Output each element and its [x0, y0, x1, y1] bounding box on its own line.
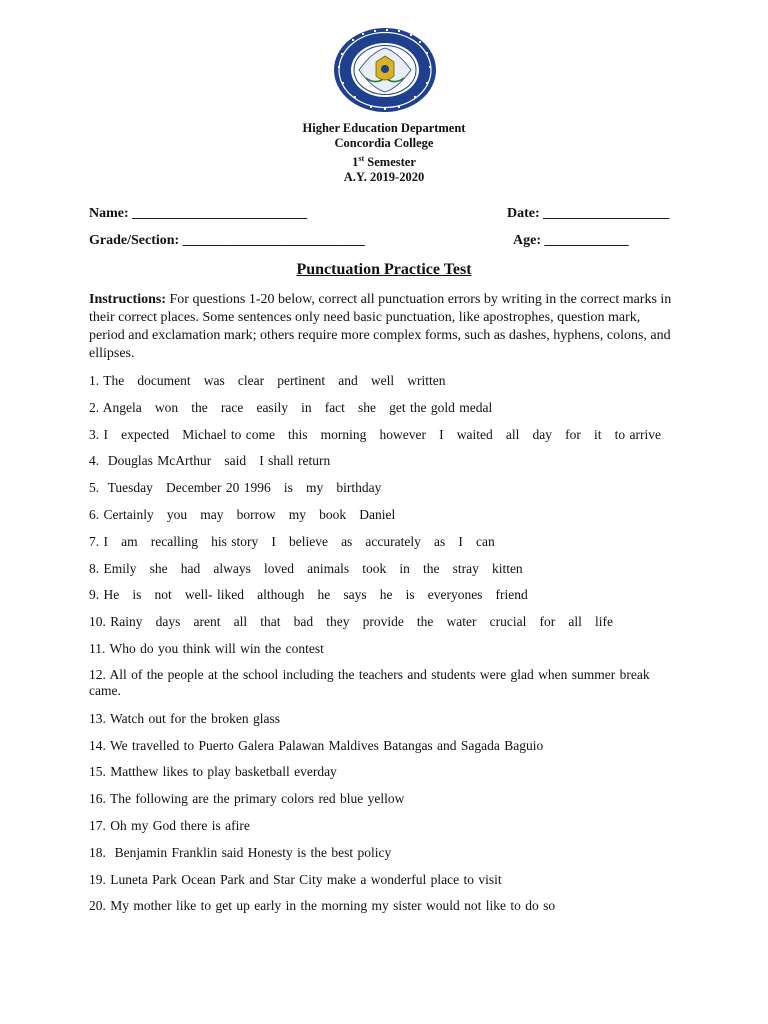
- question-text: 17. Oh my God there is afire: [89, 817, 250, 833]
- question-text: 4. Douglas McArthur said I shall return: [89, 453, 331, 469]
- question-item: [89, 372, 673, 399]
- instructions-label: Instructions:: [89, 292, 167, 307]
- academic-year: A.Y. 2019-2020: [343, 170, 425, 185]
- document-header: [0, 121, 768, 185]
- question-item: [89, 479, 673, 506]
- question-item: [89, 763, 673, 790]
- question-text: 9. He is not well- liked although he says he is everyones friend: [89, 587, 528, 603]
- question-item: [89, 586, 673, 613]
- question-text: 6. Certainly you may borrow my book Daniel: [89, 506, 396, 522]
- question-item: [89, 871, 673, 898]
- department-name: Higher Education Department: [302, 121, 466, 135]
- question-item: [89, 817, 673, 844]
- question-item: [89, 399, 673, 426]
- question-item: [89, 710, 673, 737]
- question-item: [89, 640, 673, 667]
- question-text: 19. Luneta Park Ocean Park and Star City make a wonderful place to visit: [89, 871, 502, 887]
- question-item: [89, 426, 673, 453]
- name-field[interactable]: Name: _________________________: [89, 206, 308, 221]
- age-field[interactable]: Age: ____________: [513, 233, 629, 248]
- question-text: 18. Benjamin Franklin said Honesty is the best policy: [89, 844, 392, 860]
- question-text: 10. Rainy days arent all that bad they provide the water crucial for all life: [89, 614, 613, 630]
- question-text: 14. We travelled to Puerto Galera Palawan Maldives Batangas and Sagada Baguio: [89, 737, 544, 753]
- grade-section-field[interactable]: Grade/Section: __________________________: [89, 233, 365, 248]
- question-text: 11. Who do you think will win the contest: [89, 640, 324, 656]
- question-item: [89, 667, 673, 710]
- question-text: 20. My mother like to get up early in the morning my sister would not like to do so: [89, 898, 556, 914]
- instructions-paragraph: [89, 291, 673, 363]
- question-item: [89, 737, 673, 764]
- question-list: [89, 372, 673, 924]
- semester-line: 1st Semester: [352, 154, 416, 170]
- date-field[interactable]: Date: __________________: [507, 206, 670, 221]
- question-text: 15. Matthew likes to play basketball everday: [89, 764, 337, 780]
- question-item: [89, 560, 673, 587]
- question-text: 3. I expected Michael to come this morning however I waited all day for it to arrive: [89, 426, 661, 442]
- test-title: Punctuation Practice Test: [296, 261, 472, 278]
- question-text: 12. All of the people at the school including the teachers and students were glad when summer break came.: [89, 666, 654, 698]
- question-text: 8. Emily she had always loved animals took in the stray kitten: [89, 560, 523, 576]
- question-item: [89, 613, 673, 640]
- question-text: 1. The document was clear pertinent and well written: [89, 373, 446, 388]
- question-item: [89, 452, 673, 479]
- question-item: [89, 844, 673, 871]
- question-item: [89, 790, 673, 817]
- question-text: 16. The following are the primary colors red blue yellow: [89, 791, 405, 807]
- question-item: [89, 533, 673, 560]
- question-text: 13. Watch out for the broken glass: [89, 710, 280, 726]
- question-text: 2. Angela won the race easily in fact she get the gold medal: [89, 399, 493, 415]
- question-item: [89, 506, 673, 533]
- college-name: Concordia College: [334, 136, 434, 150]
- question-text: 7. I am recalling his story I believe as accurately as I can: [89, 533, 495, 549]
- question-text: 5. Tuesday December 20 1996 is my birthday: [89, 480, 382, 496]
- instructions-text: For questions 1-20 below, correct all punctuation errors by writing in the correct marks in their correct places. Some sentences only need basic punctuation, like apostrophes, question mark, period and exclamation mark; others require more complex forms, such as dashes, hyphens, colons, and ellipses.: [89, 292, 672, 361]
- college-seal-logo: [332, 26, 438, 114]
- question-item: [89, 897, 673, 924]
